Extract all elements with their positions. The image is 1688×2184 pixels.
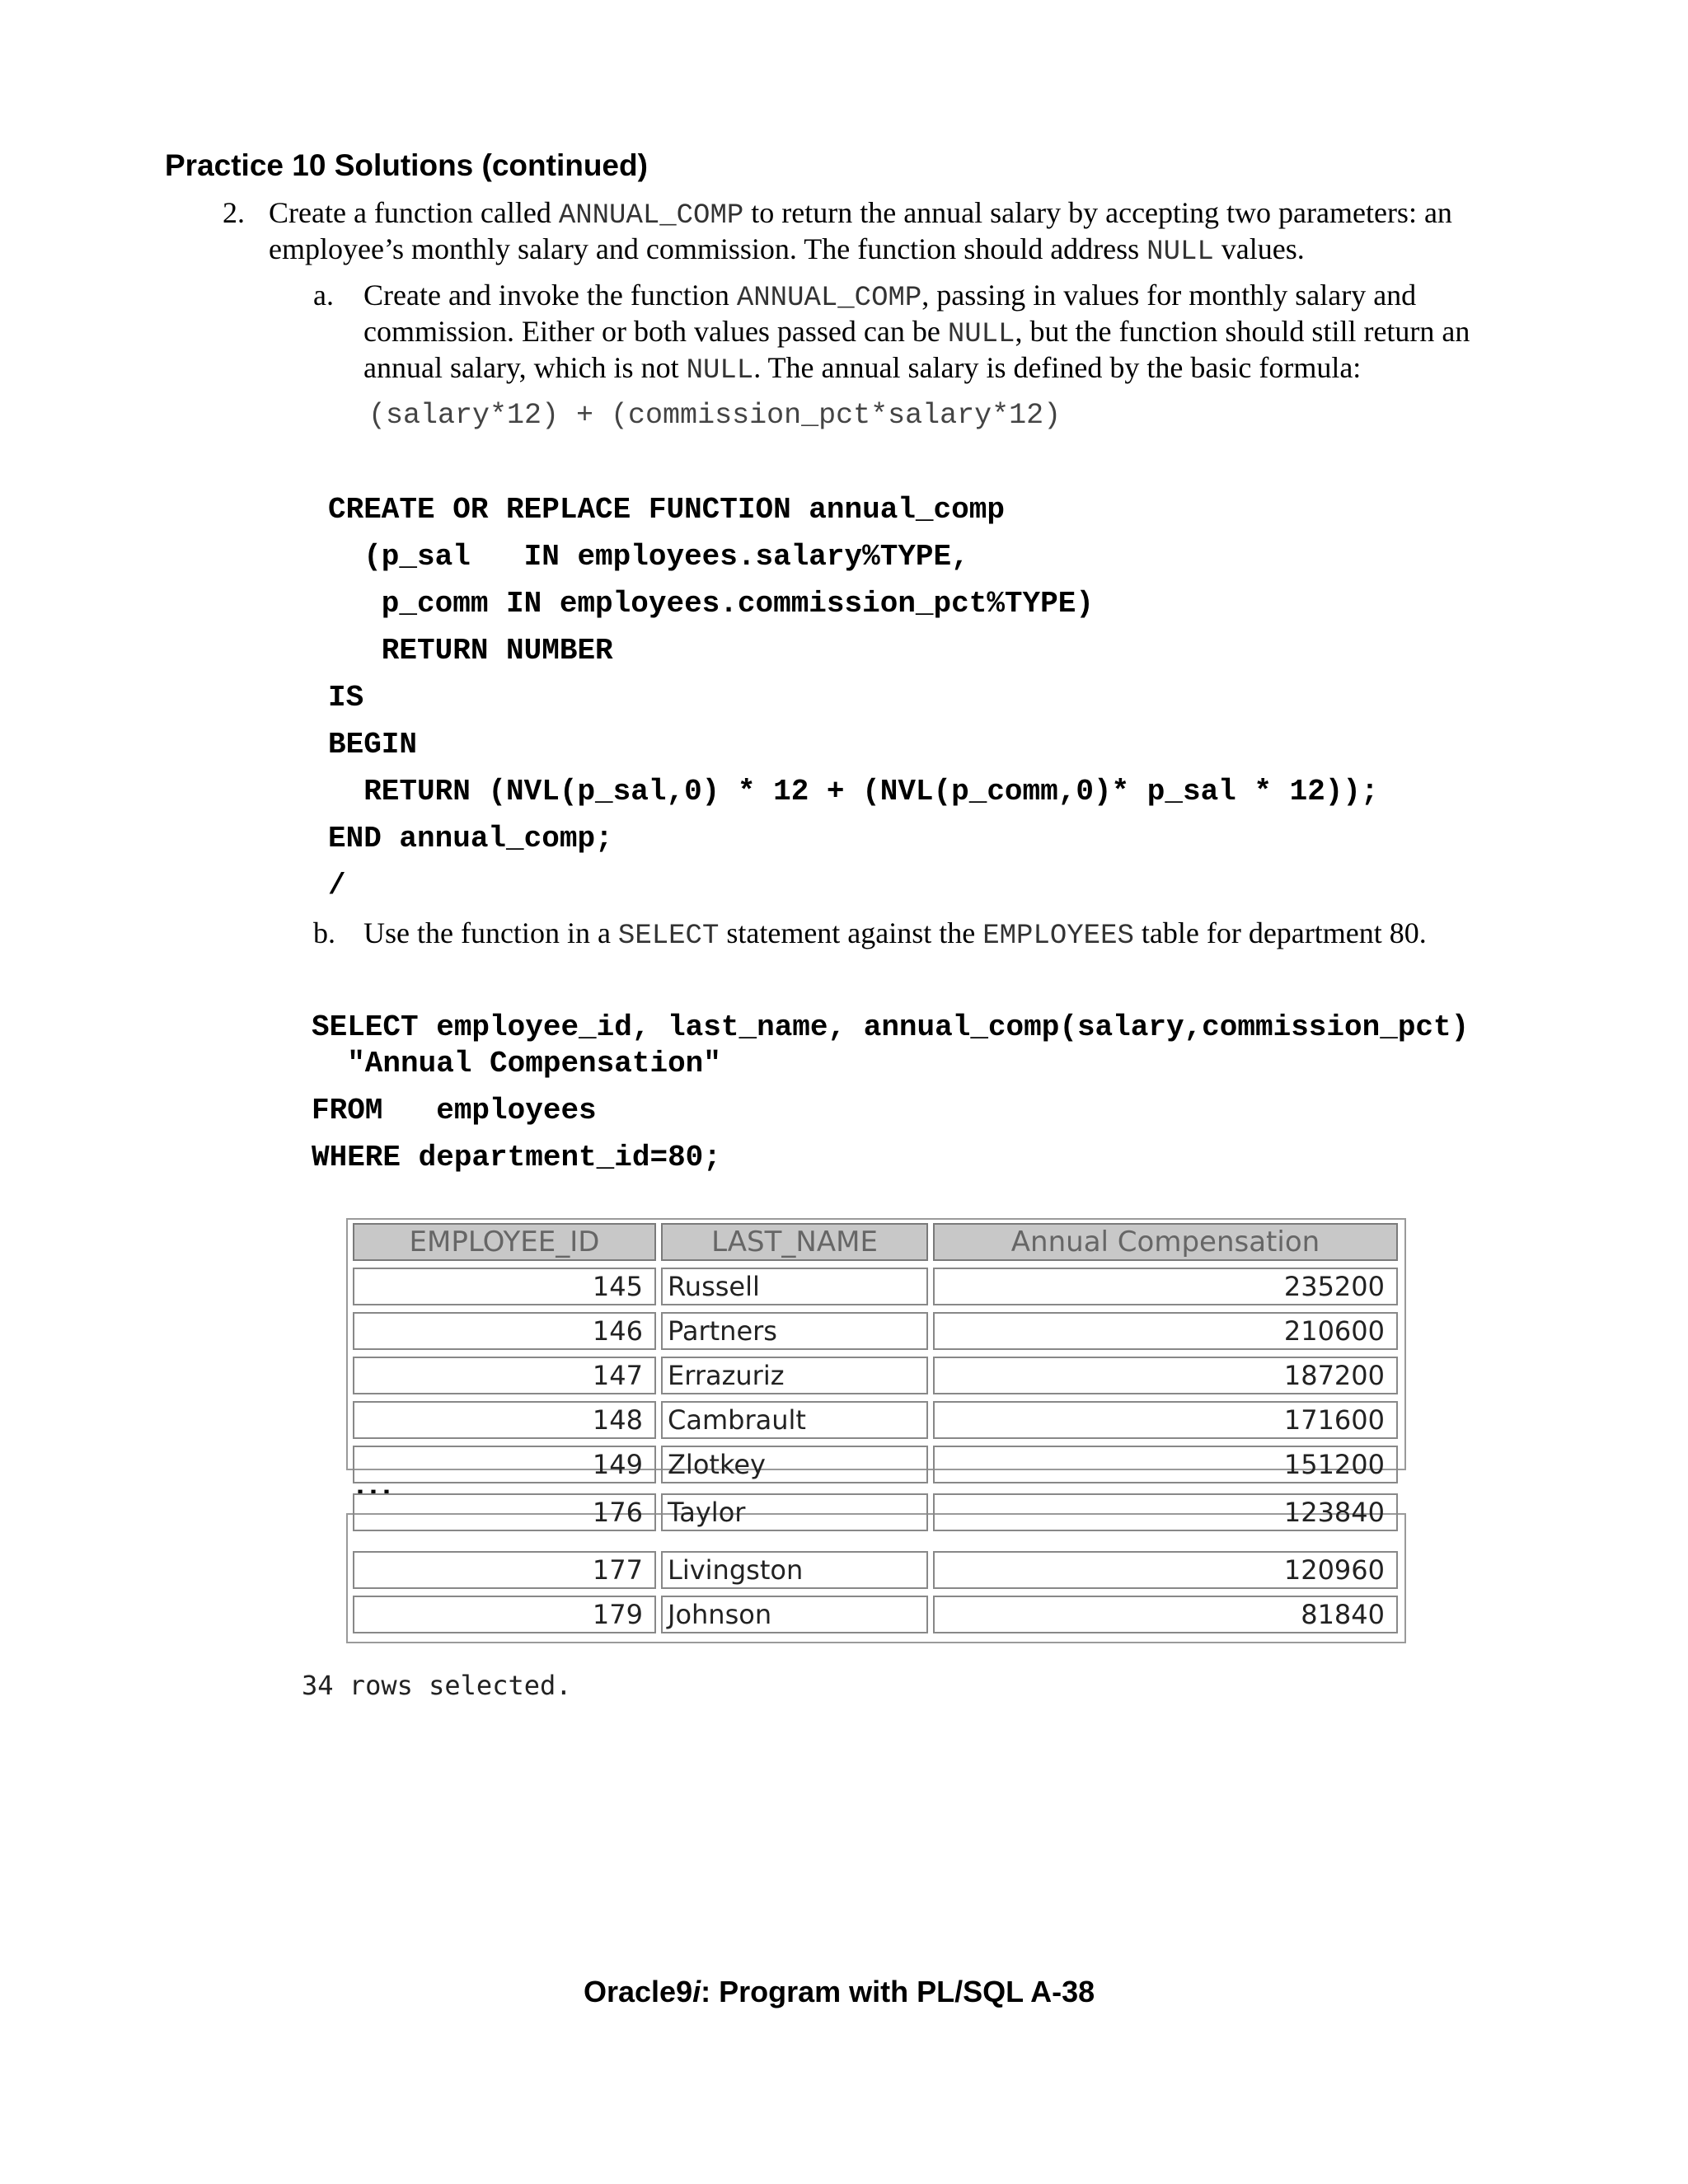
part-b-letter: b. [313, 916, 335, 949]
last-name-cell: Zlotkey [661, 1446, 928, 1483]
table-row [348, 1309, 1404, 1353]
result-table-top [346, 1218, 1406, 1480]
inline-code: SELECT [617, 921, 720, 952]
last-name-cell: Errazuriz [661, 1357, 928, 1394]
last-name-cell: Partners [661, 1312, 928, 1350]
annual-comp-cell: 151200 [933, 1446, 1398, 1483]
rows-omitted-ellipsis: ... [356, 1467, 396, 1501]
column-header: Annual Compensation [933, 1223, 1398, 1261]
employee-id-cell: 177 [353, 1551, 656, 1589]
inline-code: ANNUAL_COMP [736, 283, 922, 314]
inline-code: NULL [947, 319, 1015, 350]
annual-comp-cell: 187200 [933, 1357, 1398, 1394]
code-line: FROM employees [312, 1094, 597, 1127]
code-line: SELECT employee_id, last_name, annual_comp(salary,commission_pct) [312, 1010, 1470, 1044]
annual-comp-cell: 235200 [933, 1268, 1398, 1305]
question-line-2: employee’s monthly salary and commission. The function should address NULL values. [269, 232, 1305, 268]
annual-comp-cell: 123840 [933, 1493, 1398, 1531]
part-a-letter: a. [313, 279, 334, 312]
part-a-line-3: annual salary, which is not NULL. The annual salary is defined by the basic formula: [363, 351, 1362, 387]
last-name-cell: Johnson [661, 1596, 928, 1633]
part-a-line-1: Create and invoke the function ANNUAL_COMP, passing in values for monthly salary and [363, 279, 1417, 314]
code-line: WHERE department_id=80; [312, 1141, 721, 1174]
inline-code: NULL [686, 355, 754, 387]
code-line: (p_sal IN employees.salary%TYPE, [328, 540, 969, 574]
part-b-text: Use the function in a SELECT statement against the EMPLOYEES table for department 80. [363, 916, 1427, 952]
last-name-cell: Russell [661, 1268, 928, 1305]
result-table-bottom [346, 1497, 1406, 1643]
question-number: 2. [223, 196, 245, 229]
inline-code: NULL [1146, 237, 1214, 268]
last-name-cell: Taylor [661, 1493, 928, 1531]
table-row [348, 1264, 1404, 1309]
code-line: RETURN NUMBER [328, 634, 613, 668]
code-line: RETURN (NVL(p_sal,0) * 12 + (NVL(p_comm,0)* p_sal * 12)); [328, 775, 1379, 808]
annual-comp-cell: 81840 [933, 1596, 1398, 1633]
table-row [348, 1548, 1404, 1592]
column-header: EMPLOYEE_ID [353, 1223, 656, 1261]
employee-id-cell: 147 [353, 1357, 656, 1394]
code-line: "Annual Compensation" [312, 1047, 721, 1080]
employee-id-cell: 146 [353, 1312, 656, 1350]
code-line: / [328, 869, 346, 902]
part-a-line-2: commission. Either or both values passed can be NULL, but the function should still return an [363, 315, 1470, 350]
section-heading: Practice 10 Solutions (continued) [165, 148, 648, 182]
code-line: END annual_comp; [328, 822, 613, 855]
code-line: BEGIN [328, 728, 418, 762]
code-line: p_comm IN employees.commission_pct%TYPE) [328, 587, 1094, 621]
table-row [348, 1353, 1404, 1398]
table-row-cut [348, 1497, 1404, 1548]
inline-code: EMPLOYEES [982, 921, 1134, 952]
annual-comp-cell: 171600 [933, 1401, 1398, 1439]
rows-selected-text: 34 rows selected. [302, 1670, 572, 1701]
employee-id-cell: 148 [353, 1401, 656, 1439]
salary-formula: (salary*12) + (commission_pct*salary*12) [368, 399, 1062, 432]
question-line-1: Create a function called ANNUAL_COMP to return the annual salary by accepting two parameters: an [269, 196, 1452, 232]
employee-id-cell: 179 [353, 1596, 656, 1633]
table-row-cut [348, 1442, 1404, 1487]
last-name-cell: Livingston [661, 1551, 928, 1589]
employee-id-cell: 149 [353, 1446, 656, 1483]
inline-code: ANNUAL_COMP [558, 200, 744, 232]
table-header-row [348, 1220, 1404, 1264]
code-line: IS [328, 681, 364, 715]
employee-id-cell: 176 [353, 1493, 656, 1531]
column-header: LAST_NAME [661, 1223, 928, 1261]
table-row [348, 1398, 1404, 1442]
annual-comp-cell: 120960 [933, 1551, 1398, 1589]
employee-id-cell: 145 [353, 1268, 656, 1305]
annual-comp-cell: 210600 [933, 1312, 1398, 1350]
page-footer: Oracle9i: Program with PL/SQL A-38 [584, 1975, 1095, 2008]
table-row [348, 1592, 1404, 1637]
last-name-cell: Cambrault [661, 1401, 928, 1439]
code-line: CREATE OR REPLACE FUNCTION annual_comp [328, 493, 1005, 527]
